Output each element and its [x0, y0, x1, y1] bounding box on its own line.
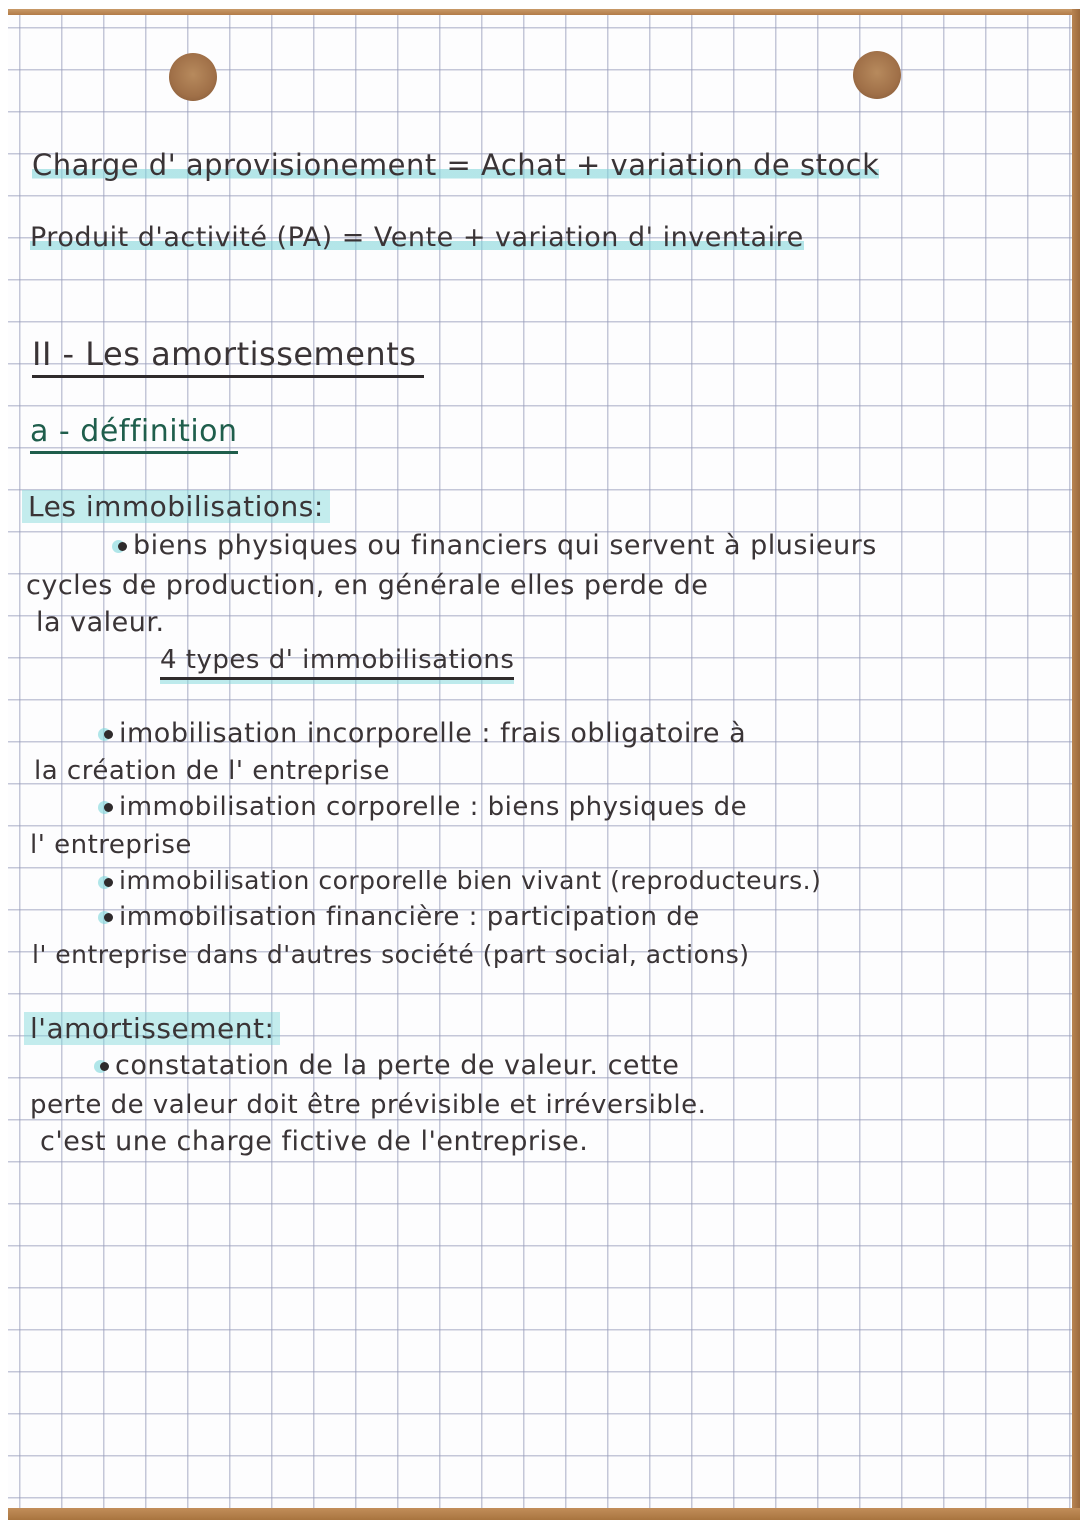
amortissement-line-3: c'est une charge fictive de l'entreprise. [40, 1126, 589, 1157]
type-financiere-line-1 [104, 902, 700, 932]
type-incorporelle-line-2: la création de l' entreprise [34, 756, 390, 786]
definition-line-1 [118, 530, 877, 561]
bullet-icon [104, 803, 113, 812]
type-corporelle-vivant-line-1 [104, 866, 821, 895]
definition-line-3: la valeur. [36, 607, 165, 638]
type-financiere-line-2: l' entreprise dans d'autres société (part social, actions) [32, 940, 750, 969]
bullet-icon [104, 913, 113, 922]
type-corporelle-vivant-text: immobilisation corporelle bien vivant (reproducteurs.) [119, 866, 822, 895]
bullet-icon [100, 1062, 109, 1071]
amortissement-heading-text: l'amortissement: [24, 1012, 280, 1045]
amortissement-line-2: perte de valeur doit être prévisible et irréversible. [30, 1090, 707, 1120]
wood-surface-bottom [8, 1508, 1080, 1520]
bullet-icon [104, 730, 113, 739]
section-title [32, 335, 424, 373]
type-corporelle-line-2: l' entreprise [30, 830, 192, 860]
immobilisations-heading-text: Les immobilisations: [22, 490, 330, 523]
section-title-text: II - Les amortissements [32, 335, 424, 378]
subsection-title-text: a - déffinition [30, 414, 238, 454]
wood-surface-right [1072, 9, 1080, 1519]
type-corporelle-line-1 [104, 792, 747, 822]
bullet-icon [118, 542, 127, 551]
subsection-title [30, 414, 238, 449]
formula-charge-approvisionnement: Charge d' aprovisionement = Achat + variation de stock [32, 148, 880, 182]
types-heading-text: 4 types d' immobilisations [160, 645, 514, 680]
definition-line-2: cycles de production, en générale elles perde de [26, 570, 709, 601]
type-incorporelle-text: imobilisation incorporelle : frais obligatoire à [119, 718, 747, 749]
types-heading [160, 645, 514, 675]
amortissement-line-1-text: constatation de la perte de valeur. cette [115, 1050, 680, 1081]
amortissement-heading [24, 1012, 280, 1045]
bullet-icon [104, 878, 113, 887]
definition-line-1-text: biens physiques ou financiers qui servent à plusieurs [133, 530, 877, 561]
formula-produit-activite: Produit d'activité (PA) = Vente + variation d' inventaire [30, 222, 804, 253]
punch-hole-right [853, 51, 901, 99]
type-corporelle-text: immobilisation corporelle : biens physiques de [119, 792, 748, 822]
punch-hole-left [169, 53, 217, 101]
immobilisations-heading [22, 490, 330, 523]
amortissement-line-1 [100, 1050, 679, 1081]
type-incorporelle-line-1 [104, 718, 746, 749]
type-financiere-text: immobilisation financière : participation de [119, 902, 700, 932]
